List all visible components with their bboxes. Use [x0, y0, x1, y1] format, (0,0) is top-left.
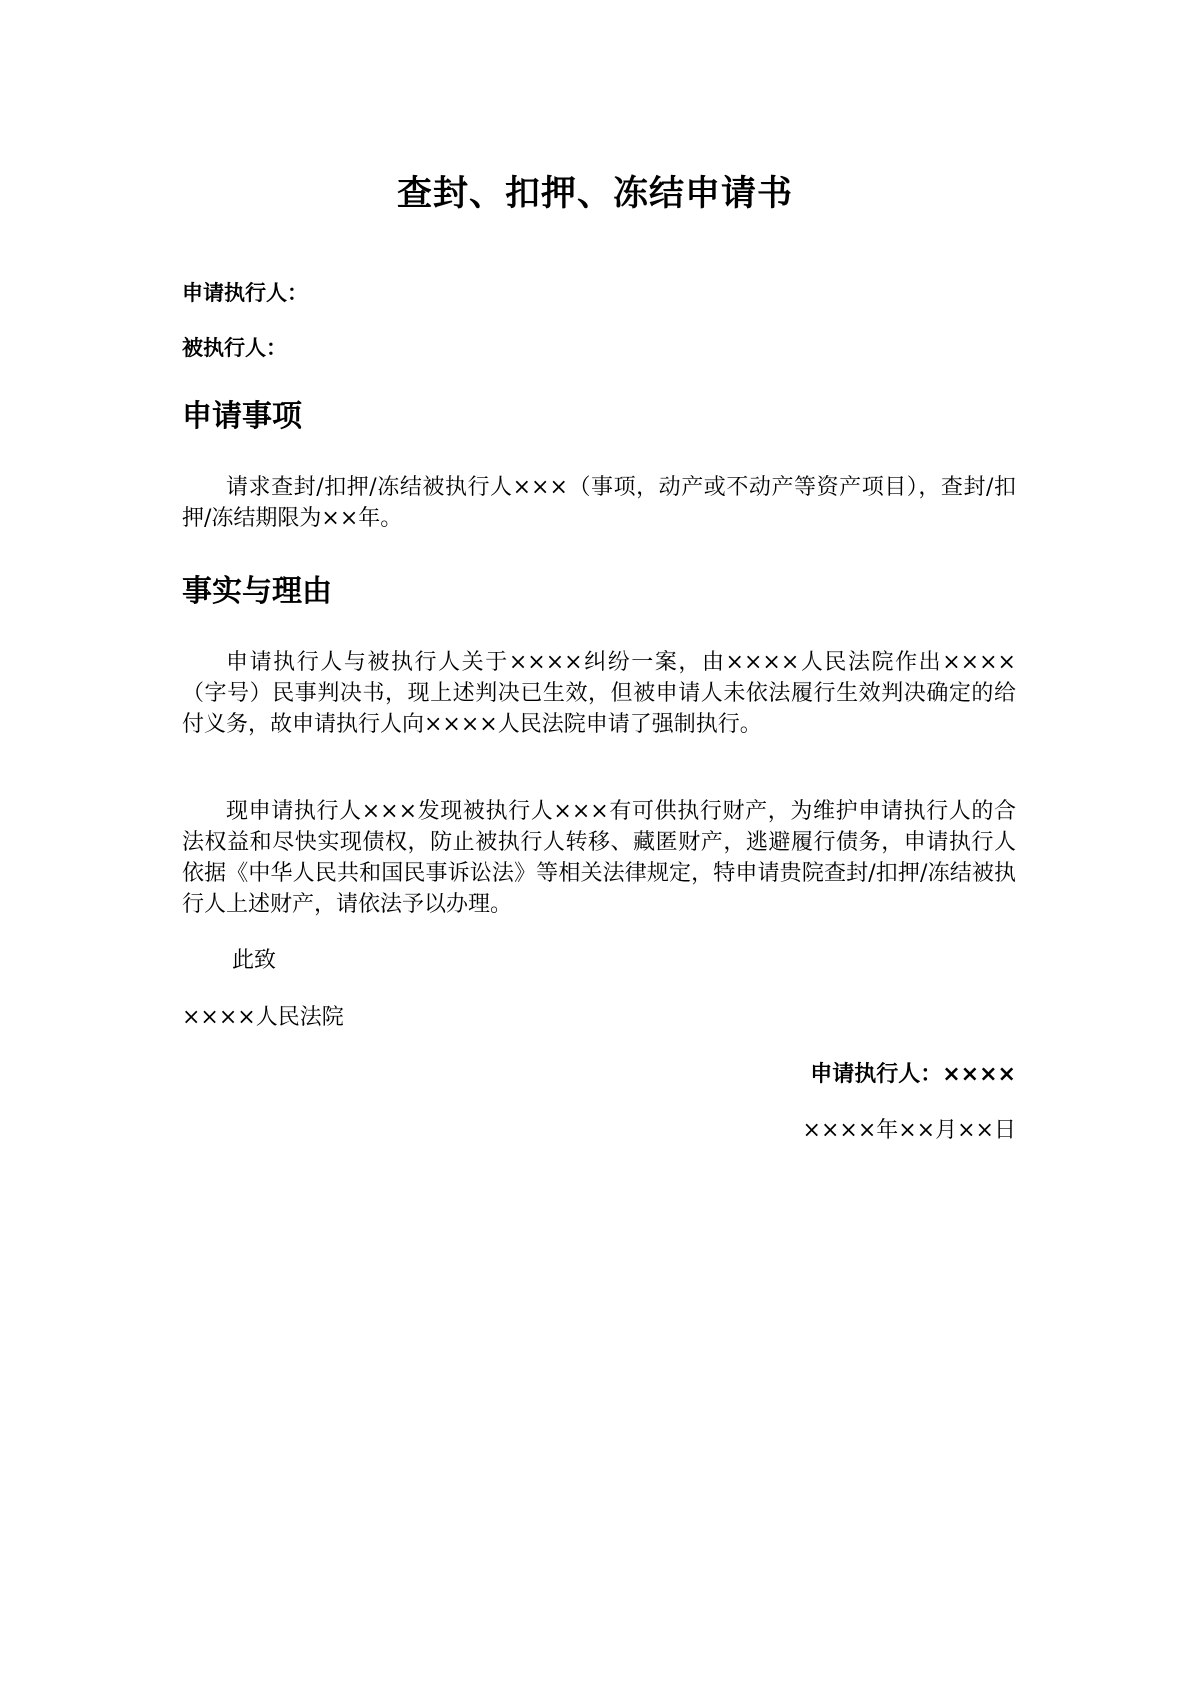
application-items-paragraph: 请求查封/扣押/冻结被执行人×××（事项，动产或不动产等资产项目），查封/扣押/冻结期限为××年。	[182, 475, 1016, 531]
document-date: ××××年××月××日	[802, 1118, 1016, 1143]
respondent-label: 被执行人：	[182, 336, 287, 360]
section-heading-facts-and-reasons: 事实与理由	[182, 574, 332, 609]
facts-paragraph-1: 申请执行人与被执行人关于××××纠纷一案，由××××人民法院作出××××（字号）民事判决书，现上述判决已生效，但被申请人未依法履行生效判决确定的给付义务，故申请执行人向××××人民法院申请了强制执行。	[182, 650, 1016, 737]
document-title: 查封、扣押、冻结申请书	[396, 174, 793, 214]
facts-paragraph-2: 现申请执行人×××发现被执行人×××有可供执行财产，为维护申请执行人的合法权益和尽快实现债权，防止被执行人转移、藏匿财产，逃避履行债务，申请执行人依据《中华人民共和国民事诉讼法》等相关法律规定，特申请贵院查封/扣押/冻结被执行人上述财产，请依法予以办理。	[182, 799, 1016, 917]
closing-salutation: 此致	[232, 948, 277, 973]
applicant-label: 申请执行人：	[182, 281, 308, 305]
court-name: ××××人民法院	[182, 1005, 344, 1030]
applicant-signature: 申请执行人：××××	[810, 1062, 1016, 1087]
section-heading-application-items: 申请事项	[182, 399, 302, 434]
